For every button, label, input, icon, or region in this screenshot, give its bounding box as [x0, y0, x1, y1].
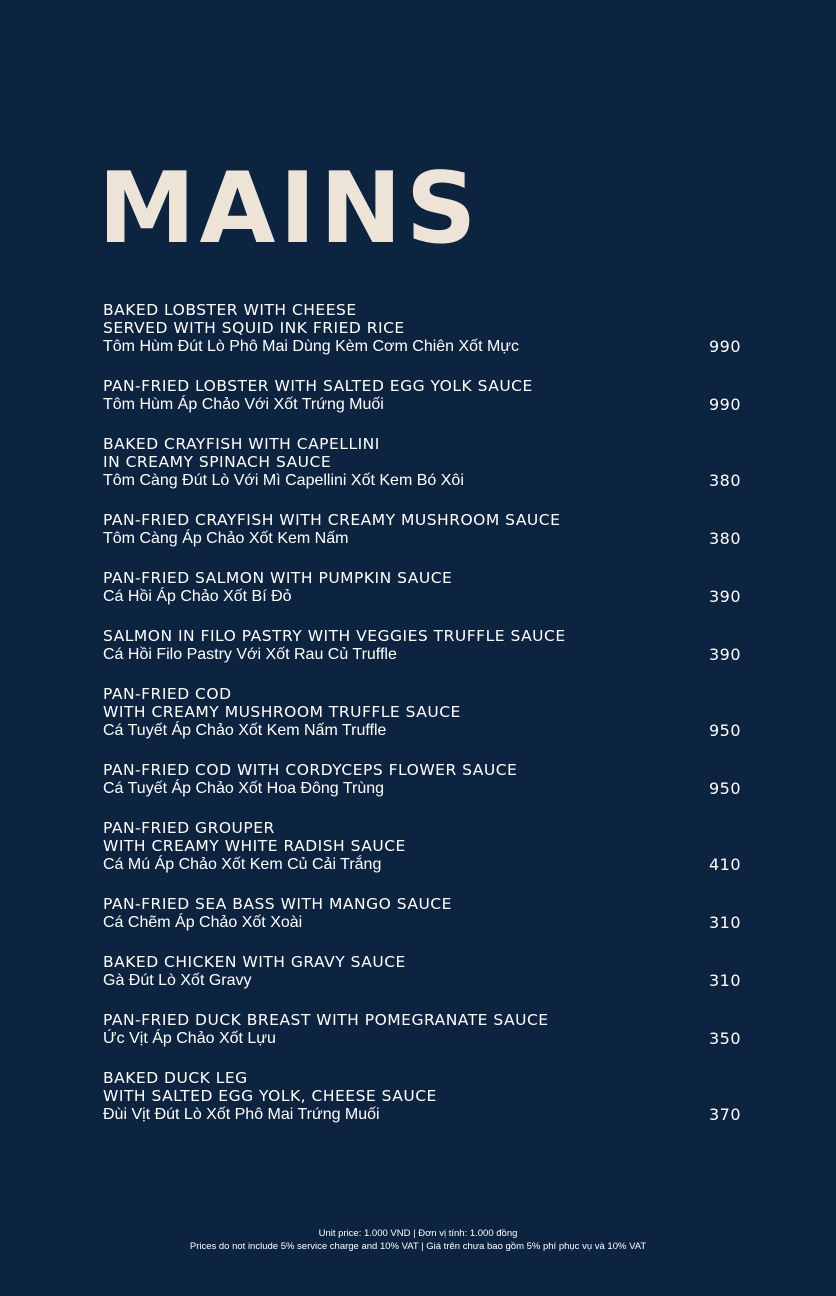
- menu-item-name-line: PAN-FRIED COD WITH CORDYCEPS FLOWER SAUCE: [103, 761, 518, 779]
- menu-item-vietnamese-name: Gà Đút Lò Xốt Gravy: [103, 972, 252, 989]
- footer: [0, 1227, 836, 1253]
- menu-item-name: [103, 895, 743, 913]
- menu-item-price: 990: [708, 337, 741, 356]
- menu-item: [103, 569, 743, 607]
- menu-item-price: 380: [708, 471, 741, 490]
- menu-item-name-line: PAN-FRIED COD: [103, 685, 232, 703]
- menu-item-name-line: BAKED LOBSTER WITH CHEESE: [103, 301, 357, 319]
- menu-item-price: 950: [708, 721, 741, 740]
- menu-item-vietnamese-name: Cá Mú Áp Chảo Xốt Kem Củ Cải Trắng: [103, 856, 382, 873]
- menu-item-price: 310: [708, 913, 741, 932]
- menu-item-name-line: WITH SALTED EGG YOLK, CHEESE SAUCE: [103, 1087, 437, 1105]
- menu-item: [103, 377, 743, 415]
- menu-item-vietnamese-name: Tôm Càng Đút Lò Với Mì Capellini Xốt Kem Bó Xôi: [103, 472, 464, 489]
- menu-item-vietnamese-name: Cá Tuyết Áp Chảo Xốt Hoa Đông Trùng: [103, 780, 385, 797]
- menu-item-name: [103, 1069, 743, 1105]
- menu-item-name: [103, 301, 743, 337]
- menu-item-name-line: BAKED DUCK LEG: [103, 1069, 248, 1087]
- menu-item-name: [103, 511, 743, 529]
- footer-unit-price: Unit price: 1.000 VND | Đơn vị tính: 1.000 đồng: [318, 1228, 518, 1239]
- menu-item-name: [103, 1011, 743, 1029]
- menu-item: [103, 895, 743, 933]
- menu-item-name-line: PAN-FRIED GROUPER: [103, 819, 275, 837]
- menu-list: [103, 301, 743, 1145]
- menu-item-vietnamese-name: Tôm Hùm Đút Lò Phô Mai Dùng Kèm Cơm Chiên Xốt Mực: [103, 338, 520, 355]
- menu-item: [103, 627, 743, 665]
- menu-item-price: 370: [708, 1105, 741, 1124]
- menu-item-name-line: WITH CREAMY MUSHROOM TRUFFLE SAUCE: [103, 703, 461, 721]
- menu-item-name: [103, 819, 743, 855]
- menu-item-name-line: IN CREAMY SPINACH SAUCE: [103, 453, 332, 471]
- menu-item-vietnamese-name: Ức Vịt Áp Chảo Xốt Lựu: [103, 1030, 276, 1047]
- menu-item-name-line: PAN-FRIED SALMON WITH PUMPKIN SAUCE: [103, 569, 453, 587]
- menu-item: [103, 1069, 743, 1125]
- menu-item-price: 390: [708, 587, 741, 606]
- menu-item-price: 950: [708, 779, 741, 798]
- menu-item-name-line: PAN-FRIED DUCK BREAST WITH POMEGRANATE SAUCE: [103, 1011, 549, 1029]
- menu-item: [103, 761, 743, 799]
- menu-item-vietnamese-name: Đùi Vịt Đút Lò Xốt Phô Mai Trứng Muối: [103, 1106, 380, 1123]
- menu-item-name-line: SALMON IN FILO PASTRY WITH VEGGIES TRUFFLE SAUCE: [103, 627, 566, 645]
- menu-item-price: 410: [708, 855, 741, 874]
- menu-item-vietnamese-name: Cá Tuyết Áp Chảo Xốt Kem Nấm Truffle: [103, 722, 387, 739]
- menu-item-price: 390: [708, 645, 741, 664]
- menu-item: [103, 1011, 743, 1049]
- menu-item: [103, 685, 743, 741]
- menu-item-name: [103, 377, 743, 395]
- menu-item-vietnamese-name: Cá Hồi Áp Chảo Xốt Bí Đỏ: [103, 588, 292, 605]
- menu-item-price: 350: [708, 1029, 741, 1048]
- menu-item: [103, 511, 743, 549]
- menu-item-name-line: PAN-FRIED LOBSTER WITH SALTED EGG YOLK SAUCE: [103, 377, 533, 395]
- menu-item: [103, 301, 743, 357]
- menu-item-name: [103, 569, 743, 587]
- footer-tax-note: Prices do not include 5% service charge and 10% VAT | Giá trên chưa bao gồm 5% phí phục vụ và 10% VAT: [189, 1241, 647, 1252]
- menu-item-price: 310: [708, 971, 741, 990]
- menu-item: [103, 819, 743, 875]
- menu-item-vietnamese-name: Tôm Hùm Áp Chảo Với Xốt Trứng Muối: [103, 396, 384, 413]
- menu-item-name-line: WITH CREAMY WHITE RADISH SAUCE: [103, 837, 406, 855]
- menu-item-name-line: BAKED CRAYFISH WITH CAPELLINI: [103, 435, 380, 453]
- menu-item: [103, 953, 743, 991]
- menu-item-name: [103, 761, 743, 779]
- menu-item-vietnamese-name: Cá Chẽm Áp Chảo Xốt Xoài: [103, 914, 303, 931]
- menu-item-price: 990: [708, 395, 741, 414]
- menu-item-name-line: SERVED WITH SQUID INK FRIED RICE: [103, 319, 405, 337]
- menu-item-vietnamese-name: Tôm Càng Áp Chảo Xốt Kem Nấm: [103, 530, 349, 547]
- menu-item-name-line: PAN-FRIED SEA BASS WITH MANGO SAUCE: [103, 895, 452, 913]
- menu-item-vietnamese-name: Cá Hồi Filo Pastry Với Xốt Rau Củ Truffle: [103, 646, 397, 663]
- menu-item-name-line: PAN-FRIED CRAYFISH WITH CREAMY MUSHROOM SAUCE: [103, 511, 561, 529]
- menu-item-name: [103, 435, 743, 471]
- menu-item-name: [103, 953, 743, 971]
- menu-item-name: [103, 627, 743, 645]
- menu-item-price: 380: [708, 529, 741, 548]
- menu-item-name: [103, 685, 743, 721]
- page-title: MAINS: [98, 152, 481, 266]
- menu-item: [103, 435, 743, 491]
- menu-item-name-line: BAKED CHICKEN WITH GRAVY SAUCE: [103, 953, 406, 971]
